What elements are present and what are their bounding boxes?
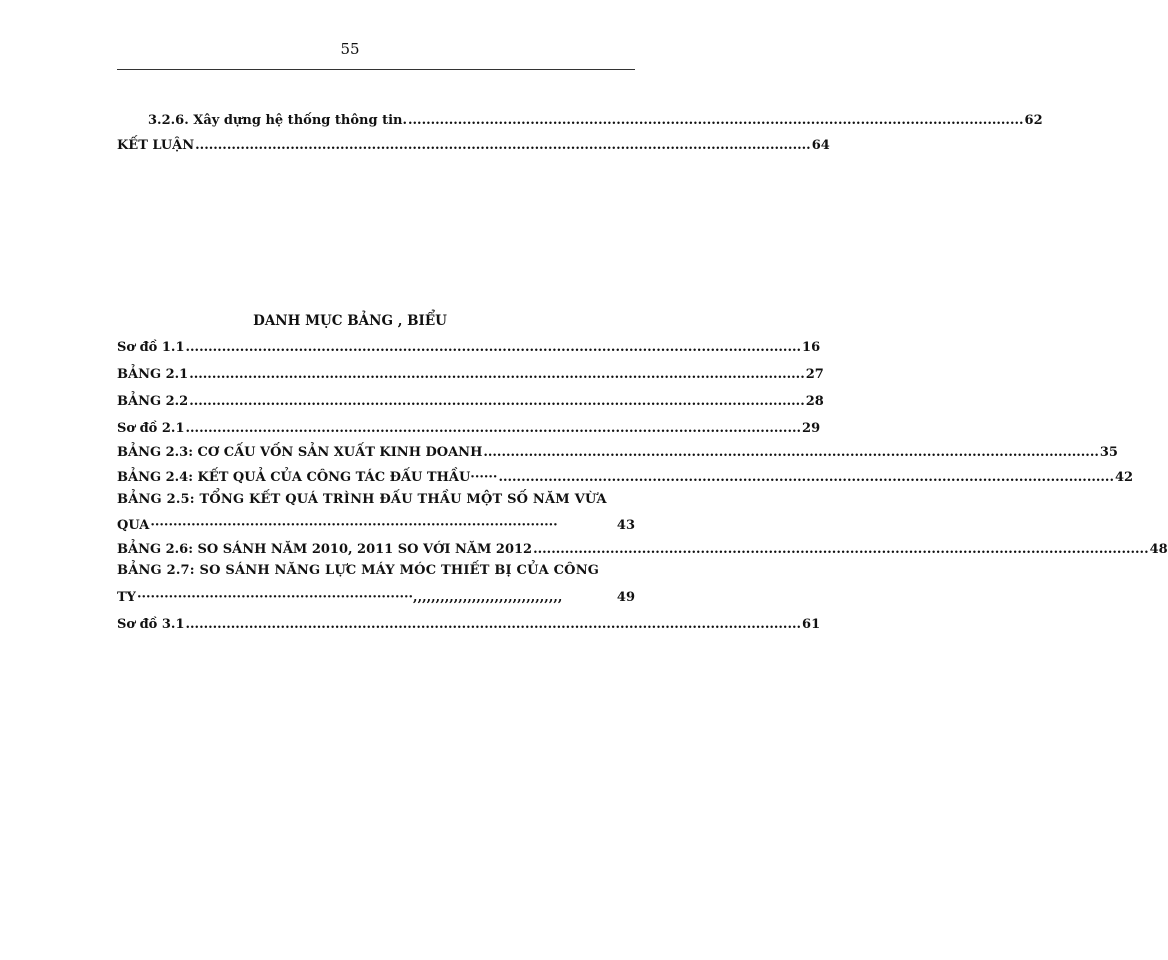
list-item-page: 61 xyxy=(802,617,821,632)
list-item-label: BẢNG 2.6: SO SÁNH NĂM 2010, 2011 SO VỚI NĂM 2012 xyxy=(117,542,533,557)
list-item-label[interactable]: BẢNG 2.7: SO SÁNH NĂNG LỰC MÁY MÓC THIẾT BỊ CỦA CÔNG xyxy=(117,563,600,578)
list-item-page: 29 xyxy=(802,421,821,436)
list-item-label: BẢNG 2.3: CƠ CẤU VỐN SẢN XUẤT KINH DOANH xyxy=(117,445,483,460)
list-item[interactable] xyxy=(117,445,1118,460)
list-item-continuation[interactable] xyxy=(117,590,635,605)
toc-entry[interactable] xyxy=(117,138,830,153)
list-item-label: Sơ đồ 3.1 xyxy=(117,617,185,632)
dot-leader: ........................................................................................................................................ xyxy=(408,113,1024,128)
list-item-label-continuation: TY xyxy=(117,590,136,605)
toc-entry-label: KẾT LUẬN xyxy=(117,138,195,153)
list-item[interactable] xyxy=(117,394,824,409)
dot-leader: ........................................................................................................................................ xyxy=(185,340,802,355)
list-item-label-continuation: QUA xyxy=(117,518,150,533)
dot-leader: ........................................................................................................................................ xyxy=(533,542,1149,557)
list-item-label: BẢNG 2.2 xyxy=(117,394,189,409)
list-item-continuation[interactable] xyxy=(117,518,635,533)
list-item-label: Sơ đồ 1.1 xyxy=(117,340,185,355)
list-item[interactable] xyxy=(117,340,821,355)
dot-leader: ........................................................................................................................................ xyxy=(189,367,805,382)
list-item[interactable] xyxy=(117,617,821,632)
dot-leader: ........................................................................................................................................ xyxy=(189,394,805,409)
list-item-label: BẢNG 2.4: KẾT QUẢ CỦA CÔNG TÁC ĐẤU THẦU······ xyxy=(117,470,498,485)
list-item[interactable] xyxy=(117,470,1134,485)
list-item[interactable] xyxy=(117,542,1168,557)
toc-entry[interactable] xyxy=(148,113,1043,128)
list-item-page: 42 xyxy=(1114,470,1134,485)
list-item-page: 35 xyxy=(1099,445,1118,460)
dot-leader: ·························································································· xyxy=(150,518,558,533)
toc-entry-page: 64 xyxy=(811,138,830,153)
list-item-page: 49 xyxy=(616,590,635,605)
toc-entry-page: 62 xyxy=(1024,113,1043,128)
list-item-label[interactable]: BẢNG 2.5: TỔNG KẾT QUÁ TRÌNH ĐẤU THẦU MỘT SỐ NĂM VỪA xyxy=(117,492,607,507)
dot-leader: ·····························································,,,,,,,,,,,,,,,,,,,,,,,,,,,,,,,,, xyxy=(136,590,563,605)
list-item-page: 16 xyxy=(802,340,821,355)
list-item[interactable] xyxy=(117,421,821,436)
list-item-page: 43 xyxy=(616,518,635,533)
toc-entry-label: 3.2.6. Xây dựng hệ thống thông tin. xyxy=(148,113,407,128)
header-rule xyxy=(117,69,635,70)
page-number: 55 xyxy=(340,40,360,58)
dot-leader: ........................................................................................................................................ xyxy=(185,421,802,436)
list-item-page: 27 xyxy=(805,367,824,382)
list-item-label: BẢNG 2.1 xyxy=(117,367,189,382)
list-heading: DANH MỤC BẢNG , BIỂU xyxy=(253,313,447,329)
dot-leader: ........................................................................................................................................ xyxy=(195,138,811,153)
list-item[interactable] xyxy=(117,367,824,382)
dot-leader: ........................................................................................................................................ xyxy=(498,470,1114,485)
list-item-page: 28 xyxy=(805,394,824,409)
dot-leader: ........................................................................................................................................ xyxy=(185,617,802,632)
dot-leader: ........................................................................................................................................ xyxy=(483,445,1099,460)
list-item-label: Sơ đồ 2.1 xyxy=(117,421,185,436)
list-item-page: 48 xyxy=(1149,542,1168,557)
